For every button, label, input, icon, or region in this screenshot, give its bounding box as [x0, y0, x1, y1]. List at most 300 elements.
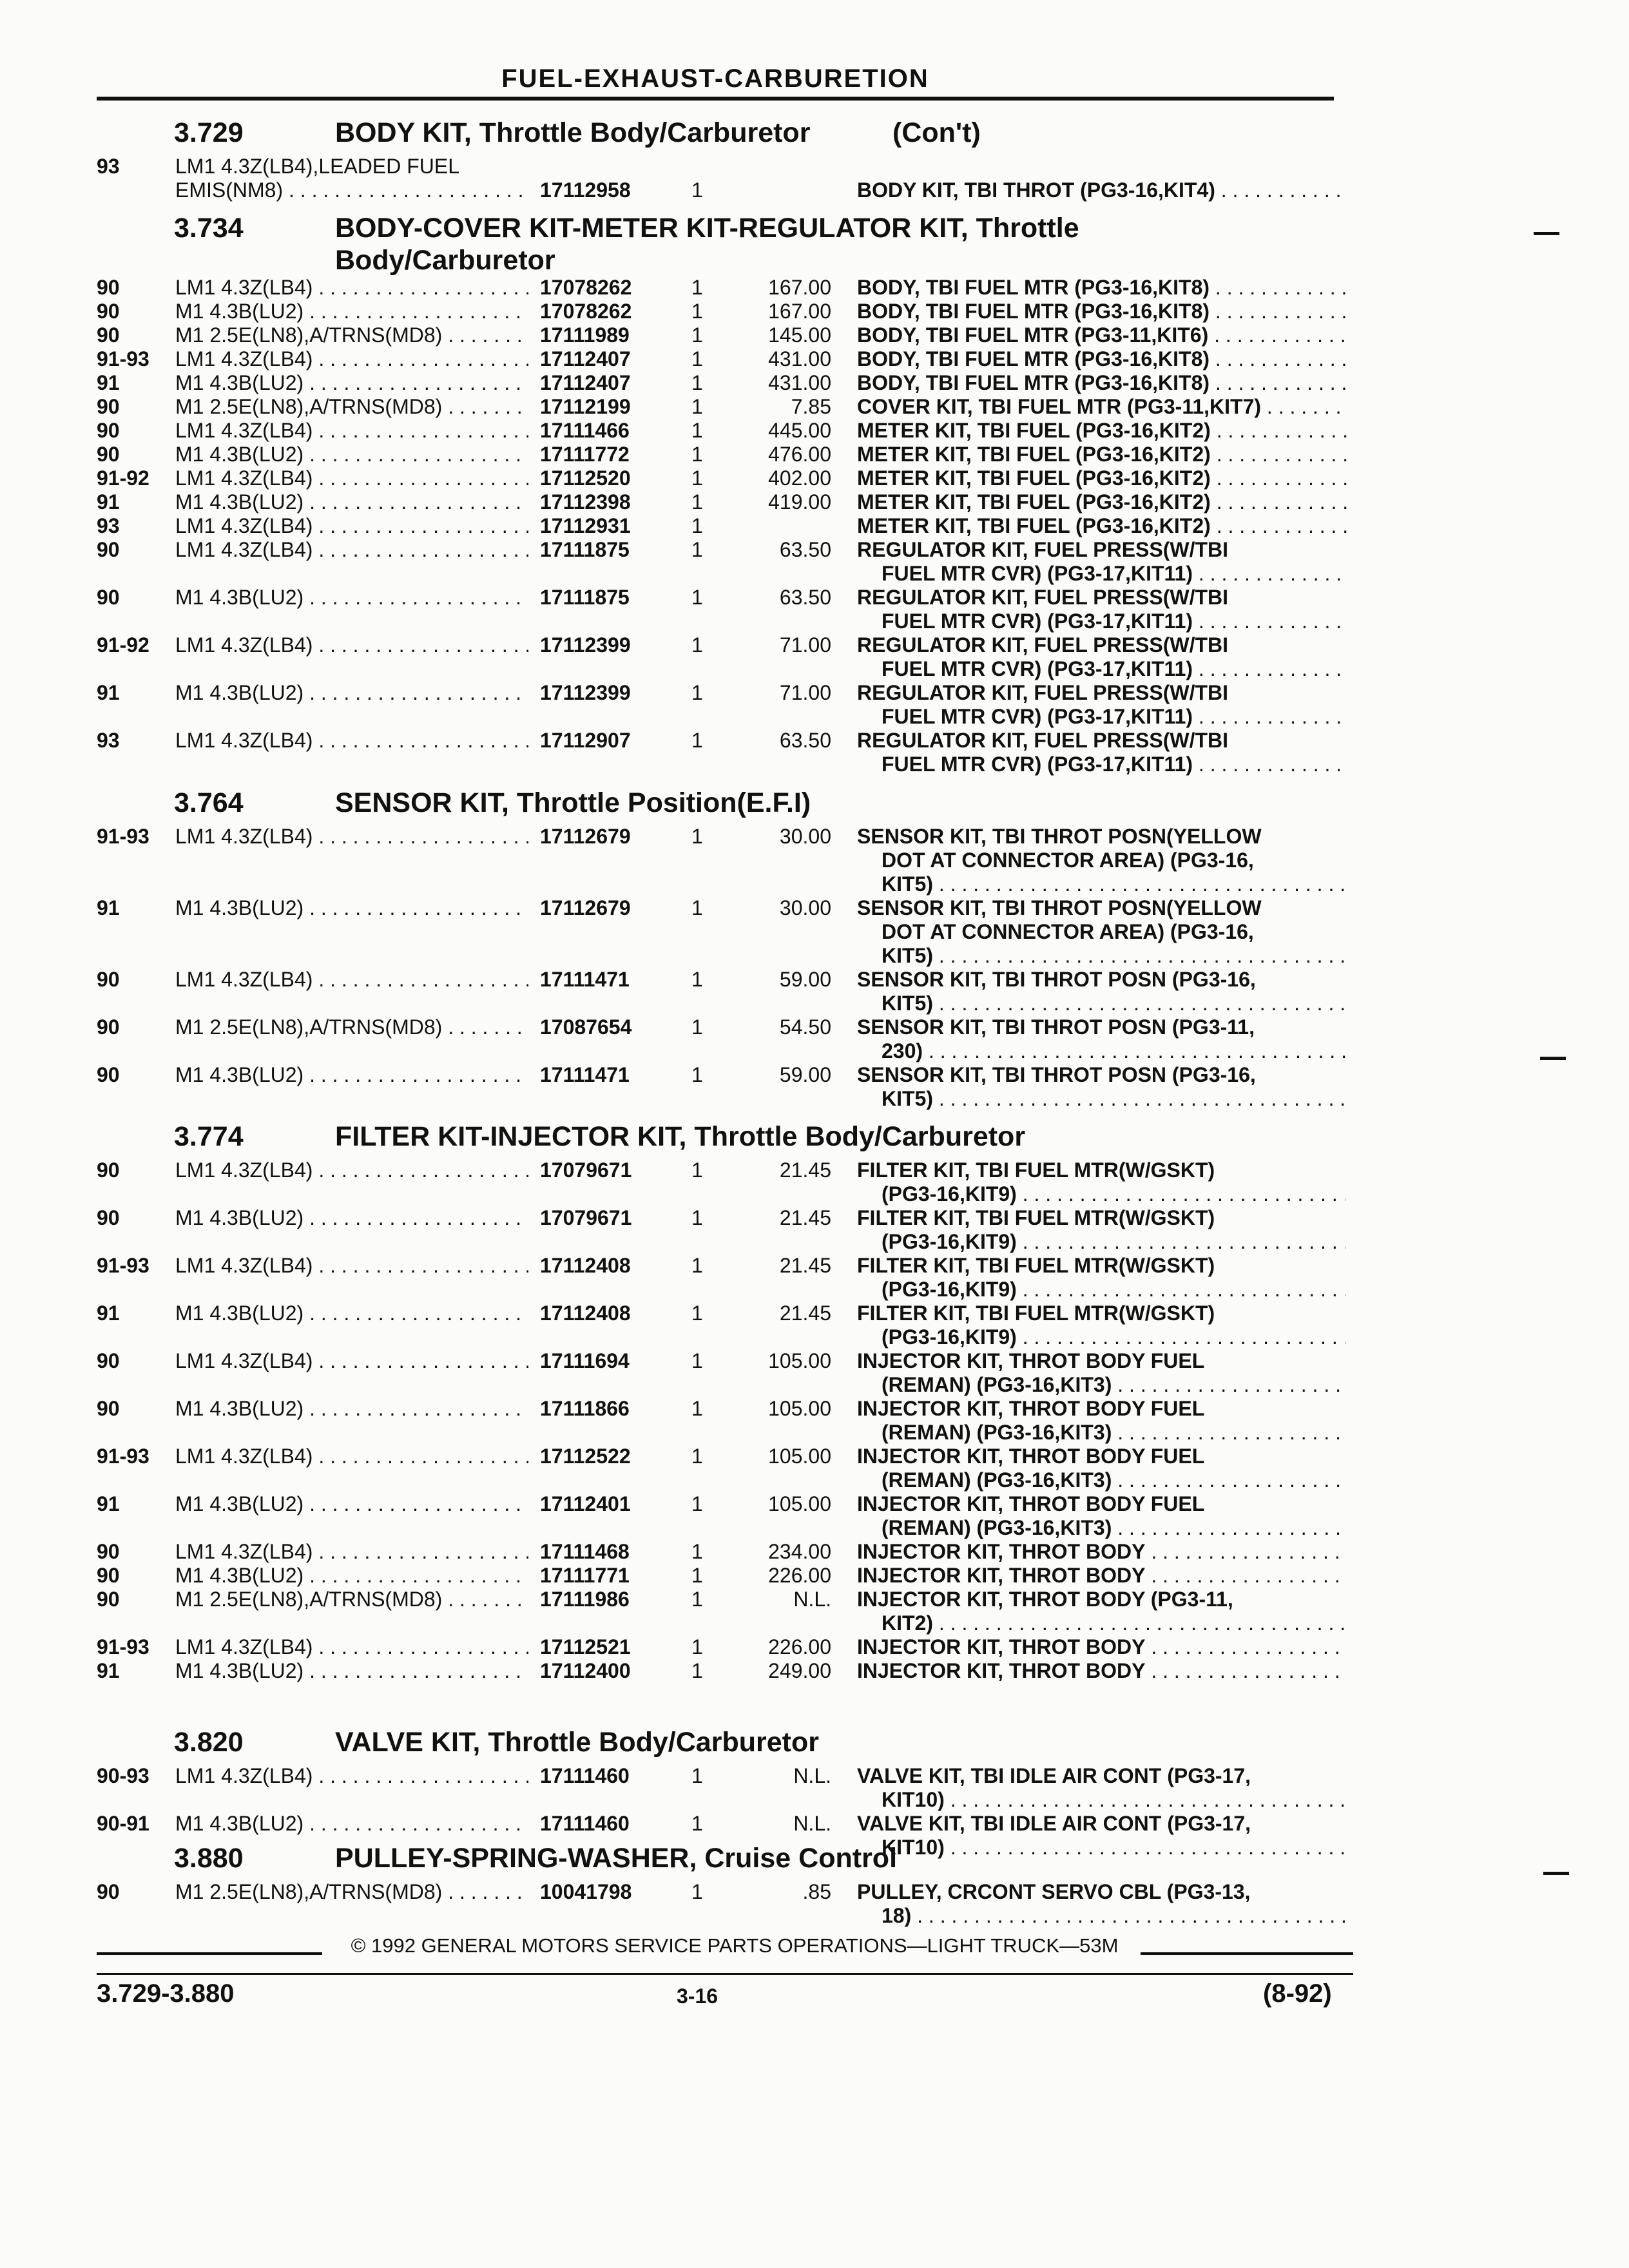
- quantity: 1: [691, 395, 703, 418]
- part-number: 17112398: [540, 490, 631, 514]
- price: 30.00: [779, 825, 831, 848]
- model-year: 90: [97, 1206, 120, 1229]
- part-number: 17111989: [540, 323, 630, 347]
- part-number: 17111866: [540, 1397, 630, 1420]
- footer-rule-bottom: [97, 1973, 1353, 1975]
- parts-row: [0, 1540, 1418, 1566]
- section-number: 3.880: [174, 1843, 244, 1874]
- section-number: 3.734: [174, 213, 244, 244]
- price: 63.50: [779, 586, 831, 609]
- part-description-continued: KIT5) . . .: [882, 872, 1345, 896]
- part-number: 17112679: [540, 896, 631, 919]
- model-description: LM1 4.3Z(LB4) . . .: [175, 1540, 528, 1564]
- quantity: 1: [691, 1445, 703, 1468]
- model-year: 91-93: [97, 1445, 149, 1468]
- section-title: PULLEY-SPRING-WASHER, Cruise Control: [335, 1843, 898, 1874]
- model-year: 90: [97, 1015, 120, 1039]
- quantity: 1: [691, 1588, 703, 1611]
- part-description-continued: (REMAN) (PG3-16,KIT3) . . .: [882, 1421, 1345, 1445]
- quantity: 1: [691, 538, 703, 561]
- quantity: 1: [691, 178, 703, 202]
- parts-row: [0, 729, 1418, 776]
- section-title: BODY-COVER KIT-METER KIT-REGULATOR KIT, Throttle: [335, 213, 1079, 244]
- price: 445.00: [768, 419, 831, 442]
- model-year: 91: [97, 1659, 120, 1682]
- part-number: 17087654: [540, 1015, 632, 1039]
- parts-row: [0, 1349, 1418, 1396]
- model-year: 93: [97, 729, 120, 752]
- part-description-continued: (PG3-16,KIT9) . . .: [882, 1230, 1345, 1254]
- quantity: 1: [691, 1880, 703, 1903]
- model-year: 90: [97, 1880, 120, 1903]
- model-year: 90-91: [97, 1812, 149, 1835]
- parts-row: [0, 681, 1418, 728]
- price: 167.00: [768, 300, 831, 323]
- price: 402.00: [768, 466, 831, 490]
- parts-row: [0, 1254, 1418, 1301]
- price: N.L.: [793, 1588, 831, 1611]
- model-year: 90: [97, 586, 120, 609]
- section-title: SENSOR KIT, Throttle Position(E.F.I): [335, 787, 811, 818]
- part-description: METER KIT, TBI FUEL (PG3-16,KIT2) . . .: [857, 490, 1347, 514]
- model-description: M1 4.3B(LU2) . . .: [175, 1397, 528, 1421]
- quantity: 1: [691, 1349, 703, 1372]
- part-description-continued: (REMAN) (PG3-16,KIT3) . . .: [882, 1468, 1345, 1492]
- part-number: 17112401: [540, 1492, 631, 1515]
- part-description: FILTER KIT, TBI FUEL MTR(W/GSKT): [857, 1158, 1215, 1182]
- part-number: 17111471: [540, 968, 630, 991]
- revision-date: (8-92): [1263, 1979, 1332, 2008]
- model-year: 90: [97, 1349, 120, 1372]
- parts-row: [0, 1880, 1418, 1927]
- part-description-continued: (REMAN) (PG3-16,KIT3) . . .: [882, 1516, 1345, 1540]
- part-number: 17111771: [540, 1564, 630, 1587]
- model-description: LM1 4.3Z(LB4) . . .: [175, 276, 528, 300]
- price: 226.00: [768, 1635, 831, 1658]
- model-description: M1 4.3B(LU2) . . .: [175, 1812, 528, 1836]
- part-description-continued: FUEL MTR CVR) (PG3-17,KIT11) . . .: [882, 657, 1345, 681]
- part-number: 10041798: [540, 1880, 632, 1903]
- part-description: FILTER KIT, TBI FUEL MTR(W/GSKT): [857, 1206, 1215, 1229]
- quantity: 1: [691, 347, 703, 370]
- parts-row: [0, 896, 1418, 967]
- margin-mark: [1534, 232, 1559, 235]
- page-header: FUEL-EXHAUST-CARBURETION: [501, 64, 929, 93]
- part-number: 17111986: [540, 1588, 630, 1611]
- part-number: 17112958: [540, 178, 631, 202]
- continued-label: (Con't): [892, 117, 981, 148]
- quantity: 1: [691, 1397, 703, 1420]
- price: 476.00: [768, 443, 831, 466]
- model-year: 90: [97, 1397, 120, 1420]
- copyright-line: © 1992 GENERAL MOTORS SERVICE PARTS OPERATIONS—LIGHT TRUCK—53M: [351, 1934, 1119, 1957]
- parts-row: [0, 323, 1418, 349]
- price: 71.00: [779, 681, 831, 704]
- price: 21.45: [779, 1158, 831, 1182]
- part-number: 17111875: [540, 538, 630, 561]
- part-description-continued: DOT AT CONNECTOR AREA) (PG3-16,: [882, 849, 1254, 872]
- part-description: BODY, TBI FUEL MTR (PG3-16,KIT8) . . .: [857, 371, 1347, 395]
- model-description: M1 4.3B(LU2) . . .: [175, 1659, 528, 1683]
- model-description: LM1 4.3Z(LB4) . . .: [175, 1445, 528, 1468]
- margin-mark: [1540, 1057, 1566, 1060]
- section-title: BODY KIT, Throttle Body/Carburetor: [335, 117, 811, 148]
- model-description: M1 4.3B(LU2) . . .: [175, 1206, 528, 1230]
- model-year: 90: [97, 1540, 120, 1563]
- part-description: METER KIT, TBI FUEL (PG3-16,KIT2) . . .: [857, 419, 1347, 443]
- price: 145.00: [768, 323, 831, 347]
- parts-row: [0, 1302, 1418, 1349]
- section-number: 3.774: [174, 1121, 244, 1152]
- page-number: 3-16: [677, 1984, 718, 2008]
- model-description: M1 4.3B(LU2) . . .: [175, 490, 528, 514]
- model-description: LM1 4.3Z(LB4) . . .: [175, 1635, 528, 1659]
- part-number: 17112931: [540, 514, 631, 537]
- price: 105.00: [768, 1397, 831, 1420]
- price: N.L.: [793, 1812, 831, 1835]
- part-description: INJECTOR KIT, THROT BODY FUEL: [857, 1349, 1205, 1372]
- model-description: M1 4.3B(LU2) . . .: [175, 1302, 528, 1325]
- parts-row: [0, 1659, 1418, 1685]
- model-description: LM1 4.3Z(LB4) . . .: [175, 538, 528, 562]
- model-description: M1 2.5E(LN8),A/TRNS(MD8) . . .: [175, 1588, 528, 1611]
- part-description: INJECTOR KIT, THROT BODY (PG3-11,: [857, 1588, 1233, 1611]
- quantity: 1: [691, 1015, 703, 1039]
- model-description: LM1 4.3Z(LB4) . . .: [175, 466, 528, 490]
- parts-row: [0, 825, 1418, 896]
- parts-row: [0, 276, 1418, 302]
- parts-row: [0, 586, 1418, 633]
- model-description: M1 4.3B(LU2) . . .: [175, 1063, 528, 1087]
- section-heading: [0, 1727, 1418, 1763]
- part-number: 17112399: [540, 681, 631, 704]
- model-description: M1 2.5E(LN8),A/TRNS(MD8) . . .: [175, 1880, 528, 1904]
- price: .85: [802, 1880, 831, 1903]
- model-year: 91: [97, 1492, 120, 1515]
- model-year: 93: [97, 514, 120, 537]
- model-description: LM1 4.3Z(LB4) . . .: [175, 419, 528, 443]
- parts-row: [0, 1564, 1418, 1590]
- part-number: 17112522: [540, 1445, 631, 1468]
- price: 63.50: [779, 538, 831, 561]
- model-year: 90-93: [97, 1764, 149, 1787]
- model-year: 91: [97, 681, 120, 704]
- section-heading: [0, 1121, 1418, 1157]
- part-description-continued: FUEL MTR CVR) (PG3-17,KIT11) . . .: [882, 610, 1345, 633]
- price: 71.00: [779, 633, 831, 657]
- model-year: 90: [97, 1158, 120, 1182]
- price: N.L.: [793, 1764, 831, 1787]
- model-year: 91-93: [97, 1254, 149, 1277]
- model-description: M1 4.3B(LU2) . . .: [175, 1564, 528, 1588]
- part-description: REGULATOR KIT, FUEL PRESS(W/TBI: [857, 681, 1229, 704]
- quantity: 1: [691, 514, 703, 537]
- model-year: 91: [97, 896, 120, 919]
- part-description: REGULATOR KIT, FUEL PRESS(W/TBI: [857, 538, 1229, 561]
- model-year: 90: [97, 300, 120, 323]
- section-range: 3.729-3.880: [97, 1979, 235, 2008]
- price: 54.50: [779, 1015, 831, 1039]
- part-number: 17112400: [540, 1659, 631, 1682]
- price: 59.00: [779, 968, 831, 991]
- part-description-continued: (PG3-16,KIT9) . . .: [882, 1182, 1345, 1206]
- part-description-continued: (PG3-16,KIT9) . . .: [882, 1325, 1345, 1349]
- model-description: M1 2.5E(LN8),A/TRNS(MD8) . . .: [175, 1015, 528, 1039]
- part-description-continued: KIT10) . . .: [882, 1836, 1345, 1860]
- parts-row: [0, 514, 1418, 540]
- quantity: 1: [691, 466, 703, 490]
- model-description: LM1 4.3Z(LB4) . . .: [175, 1349, 528, 1373]
- part-number: 17112199: [540, 395, 631, 418]
- model-description: LM1 4.3Z(LB4) . . .: [175, 1764, 528, 1788]
- parts-row: [0, 1397, 1418, 1444]
- price: 105.00: [768, 1349, 831, 1372]
- part-number: 17112407: [540, 347, 631, 370]
- model-year: 90: [97, 276, 120, 299]
- parts-row: [0, 371, 1418, 397]
- parts-row: [0, 1015, 1418, 1062]
- model-year: 90: [97, 443, 120, 466]
- section-number: 3.820: [174, 1727, 244, 1758]
- price: 7.85: [791, 395, 831, 418]
- quantity: 1: [691, 1540, 703, 1563]
- part-number: 17112521: [540, 1635, 631, 1658]
- parts-row: [0, 395, 1418, 421]
- part-description-continued: FUEL MTR CVR) (PG3-17,KIT11) . . .: [882, 753, 1345, 776]
- model-description: M1 4.3B(LU2) . . .: [175, 1492, 528, 1516]
- parts-row: [0, 466, 1418, 492]
- price: 431.00: [768, 371, 831, 394]
- part-description: PULLEY, CRCONT SERVO CBL (PG3-13,: [857, 1880, 1251, 1903]
- quantity: 1: [691, 443, 703, 466]
- model-description: M1 2.5E(LN8),A/TRNS(MD8) . . .: [175, 323, 528, 347]
- model-description: LM1 4.3Z(LB4) . . .: [175, 968, 528, 992]
- section-number: 3.729: [174, 117, 244, 148]
- parts-row: [0, 1588, 1418, 1635]
- model-description: M1 4.3B(LU2) . . .: [175, 443, 528, 466]
- parts-row: [0, 178, 1418, 204]
- quantity: 1: [691, 825, 703, 848]
- part-description-continued: FUEL MTR CVR) (PG3-17,KIT11) . . .: [882, 705, 1345, 729]
- part-number: 17078262: [540, 276, 632, 299]
- parts-row: [0, 1158, 1418, 1206]
- part-number: 17111460: [540, 1812, 630, 1835]
- part-description: REGULATOR KIT, FUEL PRESS(W/TBI: [857, 633, 1229, 657]
- quantity: 1: [691, 1254, 703, 1277]
- parts-row: [0, 1764, 1418, 1811]
- part-description: INJECTOR KIT, THROT BODY FUEL: [857, 1492, 1205, 1515]
- part-number: 17112408: [540, 1254, 631, 1277]
- part-number: 17079671: [540, 1206, 632, 1229]
- quantity: 1: [691, 586, 703, 609]
- parts-row: [0, 633, 1418, 680]
- quantity: 1: [691, 896, 703, 919]
- part-description-continued: DOT AT CONNECTOR AREA) (PG3-16,: [882, 920, 1254, 943]
- parts-row: [0, 1445, 1418, 1492]
- model-year: 90: [97, 395, 120, 418]
- part-description: BODY, TBI FUEL MTR (PG3-16,KIT8) . . .: [857, 347, 1347, 371]
- model-year: 93: [97, 155, 120, 178]
- parts-row: [0, 538, 1418, 585]
- quantity: 1: [691, 968, 703, 991]
- model-description: M1 4.3B(LU2) . . .: [175, 371, 528, 395]
- part-number: 17111694: [540, 1349, 630, 1372]
- model-description: M1 4.3B(LU2) . . .: [175, 681, 528, 705]
- part-number: 17112679: [540, 825, 631, 848]
- part-number: 17079671: [540, 1158, 632, 1182]
- model-year: 90: [97, 419, 120, 442]
- parts-row: [0, 1063, 1418, 1110]
- part-description: METER KIT, TBI FUEL (PG3-16,KIT2) . . .: [857, 514, 1347, 538]
- footer-rule-left: [97, 1952, 322, 1955]
- part-number: 17112399: [540, 633, 631, 657]
- section-number: 3.764: [174, 787, 244, 818]
- quantity: 1: [691, 1206, 703, 1229]
- quantity: 1: [691, 1063, 703, 1086]
- model-description: LM1 4.3Z(LB4) . . .: [175, 1158, 528, 1182]
- model-year: 90: [97, 1588, 120, 1611]
- parts-row: [0, 968, 1418, 1015]
- section-heading: [0, 787, 1418, 823]
- part-description: SENSOR KIT, TBI THROT POSN(YELLOW: [857, 896, 1262, 919]
- part-description-continued: FUEL MTR CVR) (PG3-17,KIT11) . . .: [882, 562, 1345, 586]
- quantity: 1: [691, 276, 703, 299]
- price: 431.00: [768, 347, 831, 370]
- quantity: 1: [691, 1659, 703, 1682]
- part-description-continued: KIT5) . . .: [882, 944, 1345, 968]
- parts-row: [0, 419, 1418, 445]
- quantity: 1: [691, 323, 703, 347]
- part-description-continued: KIT10) . . .: [882, 1788, 1345, 1812]
- quantity: 1: [691, 419, 703, 442]
- model-description: M1 4.3B(LU2) . . .: [175, 300, 528, 323]
- section-heading: [0, 1843, 1418, 1879]
- quantity: 1: [691, 729, 703, 752]
- part-number: 17111772: [540, 443, 630, 466]
- part-description-continued: KIT5) . . .: [882, 1087, 1345, 1111]
- model-year: 90: [97, 323, 120, 347]
- quantity: 1: [691, 1564, 703, 1587]
- section-title: FILTER KIT-INJECTOR KIT, Throttle Body/Carburetor: [335, 1121, 1026, 1152]
- quantity: 1: [691, 371, 703, 394]
- part-number: 17111875: [540, 586, 630, 609]
- part-description-continued: KIT2) . . .: [882, 1611, 1345, 1635]
- price: 21.45: [779, 1302, 831, 1325]
- part-number: 17112407: [540, 371, 631, 394]
- part-description: METER KIT, TBI FUEL (PG3-16,KIT2) . . .: [857, 443, 1347, 466]
- part-number: 17111460: [540, 1764, 630, 1787]
- model-description: EMIS(NM8) . . .: [175, 178, 528, 202]
- model-year: 91-92: [97, 466, 149, 490]
- part-description: METER KIT, TBI FUEL (PG3-16,KIT2) . . .: [857, 466, 1347, 490]
- part-description: INJECTOR KIT, THROT BODY FUEL: [857, 1445, 1205, 1468]
- part-description: VALVE KIT, TBI IDLE AIR CONT (PG3-17,: [857, 1812, 1251, 1835]
- part-description: INJECTOR KIT, THROT BODY . . .: [857, 1635, 1347, 1659]
- part-description: FILTER KIT, TBI FUEL MTR(W/GSKT): [857, 1254, 1215, 1277]
- header-rule: [97, 97, 1334, 101]
- part-description-continued: 18) . . .: [882, 1904, 1345, 1928]
- part-description: INJECTOR KIT, THROT BODY . . .: [857, 1540, 1347, 1564]
- part-description-continued: (PG3-16,KIT9) . . .: [882, 1278, 1345, 1302]
- model-year: 91: [97, 371, 120, 394]
- model-description: M1 4.3B(LU2) . . .: [175, 896, 528, 920]
- price: 59.00: [779, 1063, 831, 1086]
- model-year: 90: [97, 1564, 120, 1587]
- price: 234.00: [768, 1540, 831, 1563]
- model-year: 91: [97, 1302, 120, 1325]
- model-description: M1 2.5E(LN8),A/TRNS(MD8) . . .: [175, 395, 528, 419]
- part-description: INJECTOR KIT, THROT BODY . . .: [857, 1564, 1347, 1588]
- quantity: 1: [691, 1158, 703, 1182]
- part-number: 17111468: [540, 1540, 630, 1563]
- part-description: SENSOR KIT, TBI THROT POSN (PG3-16,: [857, 1063, 1256, 1086]
- parts-row: [0, 490, 1418, 516]
- parts-row: [0, 347, 1418, 373]
- price: 30.00: [779, 896, 831, 919]
- quantity: 1: [691, 1492, 703, 1515]
- quantity: 1: [691, 490, 703, 514]
- model-year: 90: [97, 1063, 120, 1086]
- quantity: 1: [691, 1635, 703, 1658]
- part-number: 17078262: [540, 300, 632, 323]
- parts-row: [0, 1206, 1418, 1253]
- margin-mark: [1543, 1872, 1569, 1875]
- part-description: BODY, TBI FUEL MTR (PG3-16,KIT8) . . .: [857, 300, 1347, 323]
- part-description: FILTER KIT, TBI FUEL MTR(W/GSKT): [857, 1302, 1215, 1325]
- section-title: VALVE KIT, Throttle Body/Carburetor: [335, 1727, 819, 1758]
- quantity: 1: [691, 300, 703, 323]
- parts-row: [0, 155, 1418, 180]
- price: 105.00: [768, 1492, 831, 1515]
- model-year: 90: [97, 968, 120, 991]
- model-description: M1 4.3B(LU2) . . .: [175, 586, 528, 610]
- quantity: 1: [691, 681, 703, 704]
- section-title-continued: Body/Carburetor: [335, 245, 555, 276]
- part-description: SENSOR KIT, TBI THROT POSN(YELLOW: [857, 825, 1262, 848]
- model-year: 91-92: [97, 633, 149, 657]
- price: 249.00: [768, 1659, 831, 1682]
- model-description: LM1 4.3Z(LB4) . . .: [175, 347, 528, 371]
- footer-rule-right: [1141, 1952, 1353, 1955]
- quantity: 1: [691, 1764, 703, 1787]
- part-description-continued: 230) . . .: [882, 1039, 1345, 1063]
- part-description: REGULATOR KIT, FUEL PRESS(W/TBI: [857, 586, 1229, 609]
- price: 226.00: [768, 1564, 831, 1587]
- parts-row: [0, 300, 1418, 325]
- quantity: 1: [691, 1812, 703, 1835]
- part-description-continued: KIT5) . . .: [882, 992, 1345, 1015]
- model-description: LM1 4.3Z(LB4),LEADED FUEL: [175, 155, 460, 178]
- parts-row: [0, 1635, 1418, 1661]
- price: 21.45: [779, 1206, 831, 1229]
- part-description: VALVE KIT, TBI IDLE AIR CONT (PG3-17,: [857, 1764, 1251, 1787]
- section-heading: [0, 117, 1418, 153]
- price: 63.50: [779, 729, 831, 752]
- model-year: 91-93: [97, 347, 149, 370]
- price: 21.45: [779, 1254, 831, 1277]
- quantity: 1: [691, 1302, 703, 1325]
- part-number: 17112408: [540, 1302, 631, 1325]
- part-number: 17111471: [540, 1063, 630, 1086]
- parts-row: [0, 1492, 1418, 1539]
- parts-row: [0, 443, 1418, 468]
- part-number: 17112520: [540, 466, 631, 490]
- part-description: SENSOR KIT, TBI THROT POSN (PG3-16,: [857, 968, 1256, 991]
- model-description: LM1 4.3Z(LB4) . . .: [175, 514, 528, 538]
- model-year: 90: [97, 538, 120, 561]
- part-description: REGULATOR KIT, FUEL PRESS(W/TBI: [857, 729, 1229, 752]
- part-description-continued: (REMAN) (PG3-16,KIT3) . . .: [882, 1373, 1345, 1397]
